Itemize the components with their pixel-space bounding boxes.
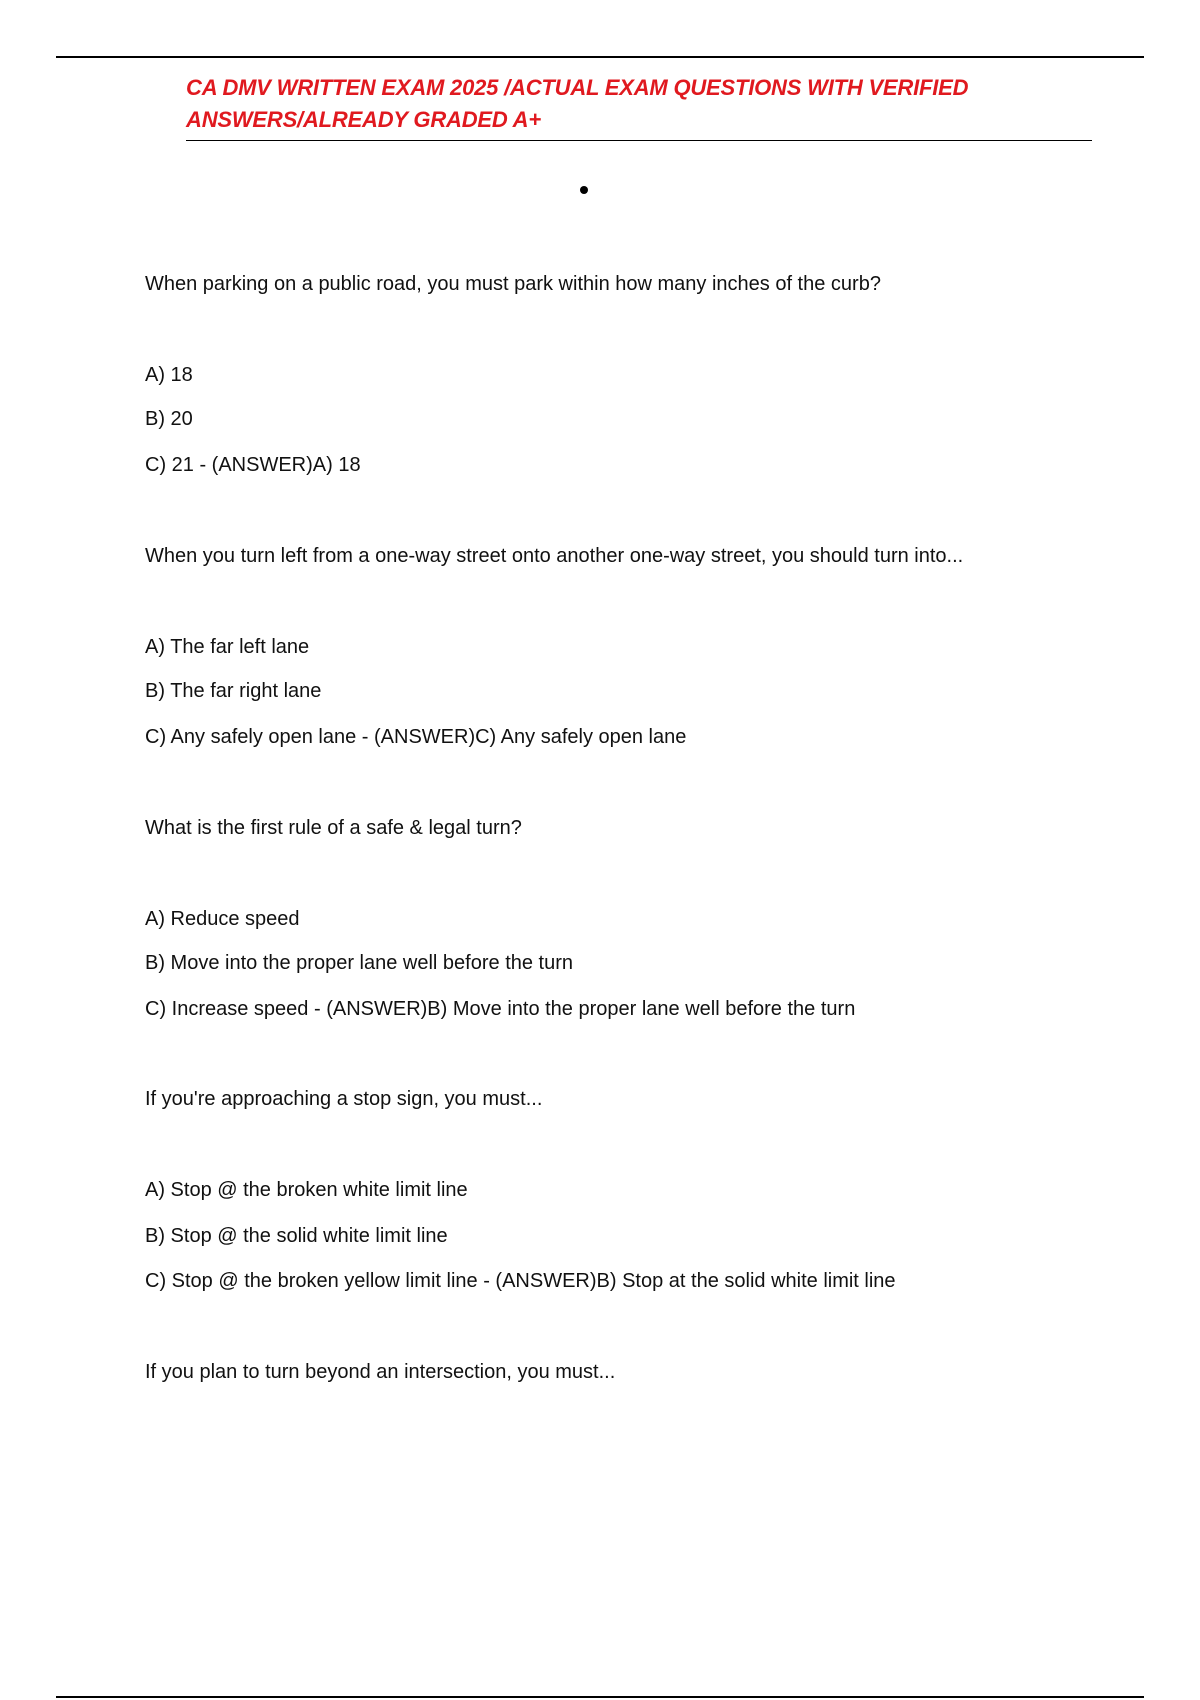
question-5-text: If you plan to turn beyond an intersection, you must... [145,1361,616,1383]
question-2-option-a: A) The far left lane [145,636,310,658]
document-title [186,72,1092,141]
question-1-option-c: C) 21 - (ANSWER)A) 18 [145,454,361,476]
question-4-option-a: A) Stop @ the broken white limit line [145,1179,468,1201]
question-4-option-b: B) Stop @ the solid white limit line [145,1225,448,1247]
question-3-text: What is the first rule of a safe & legal turn? [145,817,522,839]
question-1-option-a: A) 18 [145,364,193,386]
question-4-text: If you're approaching a stop sign, you must... [145,1088,543,1110]
bottom-rule [56,1696,1144,1698]
title-line-1: CA DMV WRITTEN EXAM 2025 /ACTUAL EXAM QUESTIONS WITH VERIFIED [186,75,969,100]
question-1-text: When parking on a public road, you must park within how many inches of the curb? [145,273,881,295]
top-rule [56,56,1144,58]
bullet-point [580,186,588,194]
question-4-option-c: C) Stop @ the broken yellow limit line - (ANSWER)B) Stop at the solid white limit line [145,1270,896,1292]
title-line-2: ANSWERS/ALREADY GRADED A+ [186,107,541,132]
question-2-option-c: C) Any safely open lane - (ANSWER)C) Any safely open lane [145,726,687,748]
question-2-option-b: B) The far right lane [145,680,322,702]
question-2-text: When you turn left from a one-way street onto another one-way street, you should turn into... [145,545,964,567]
question-3-option-a: A) Reduce speed [145,908,300,930]
question-3-option-c: C) Increase speed - (ANSWER)B) Move into the proper lane well before the turn [145,998,856,1020]
question-1-option-b: B) 20 [145,408,193,430]
question-3-option-b: B) Move into the proper lane well before the turn [145,952,574,974]
